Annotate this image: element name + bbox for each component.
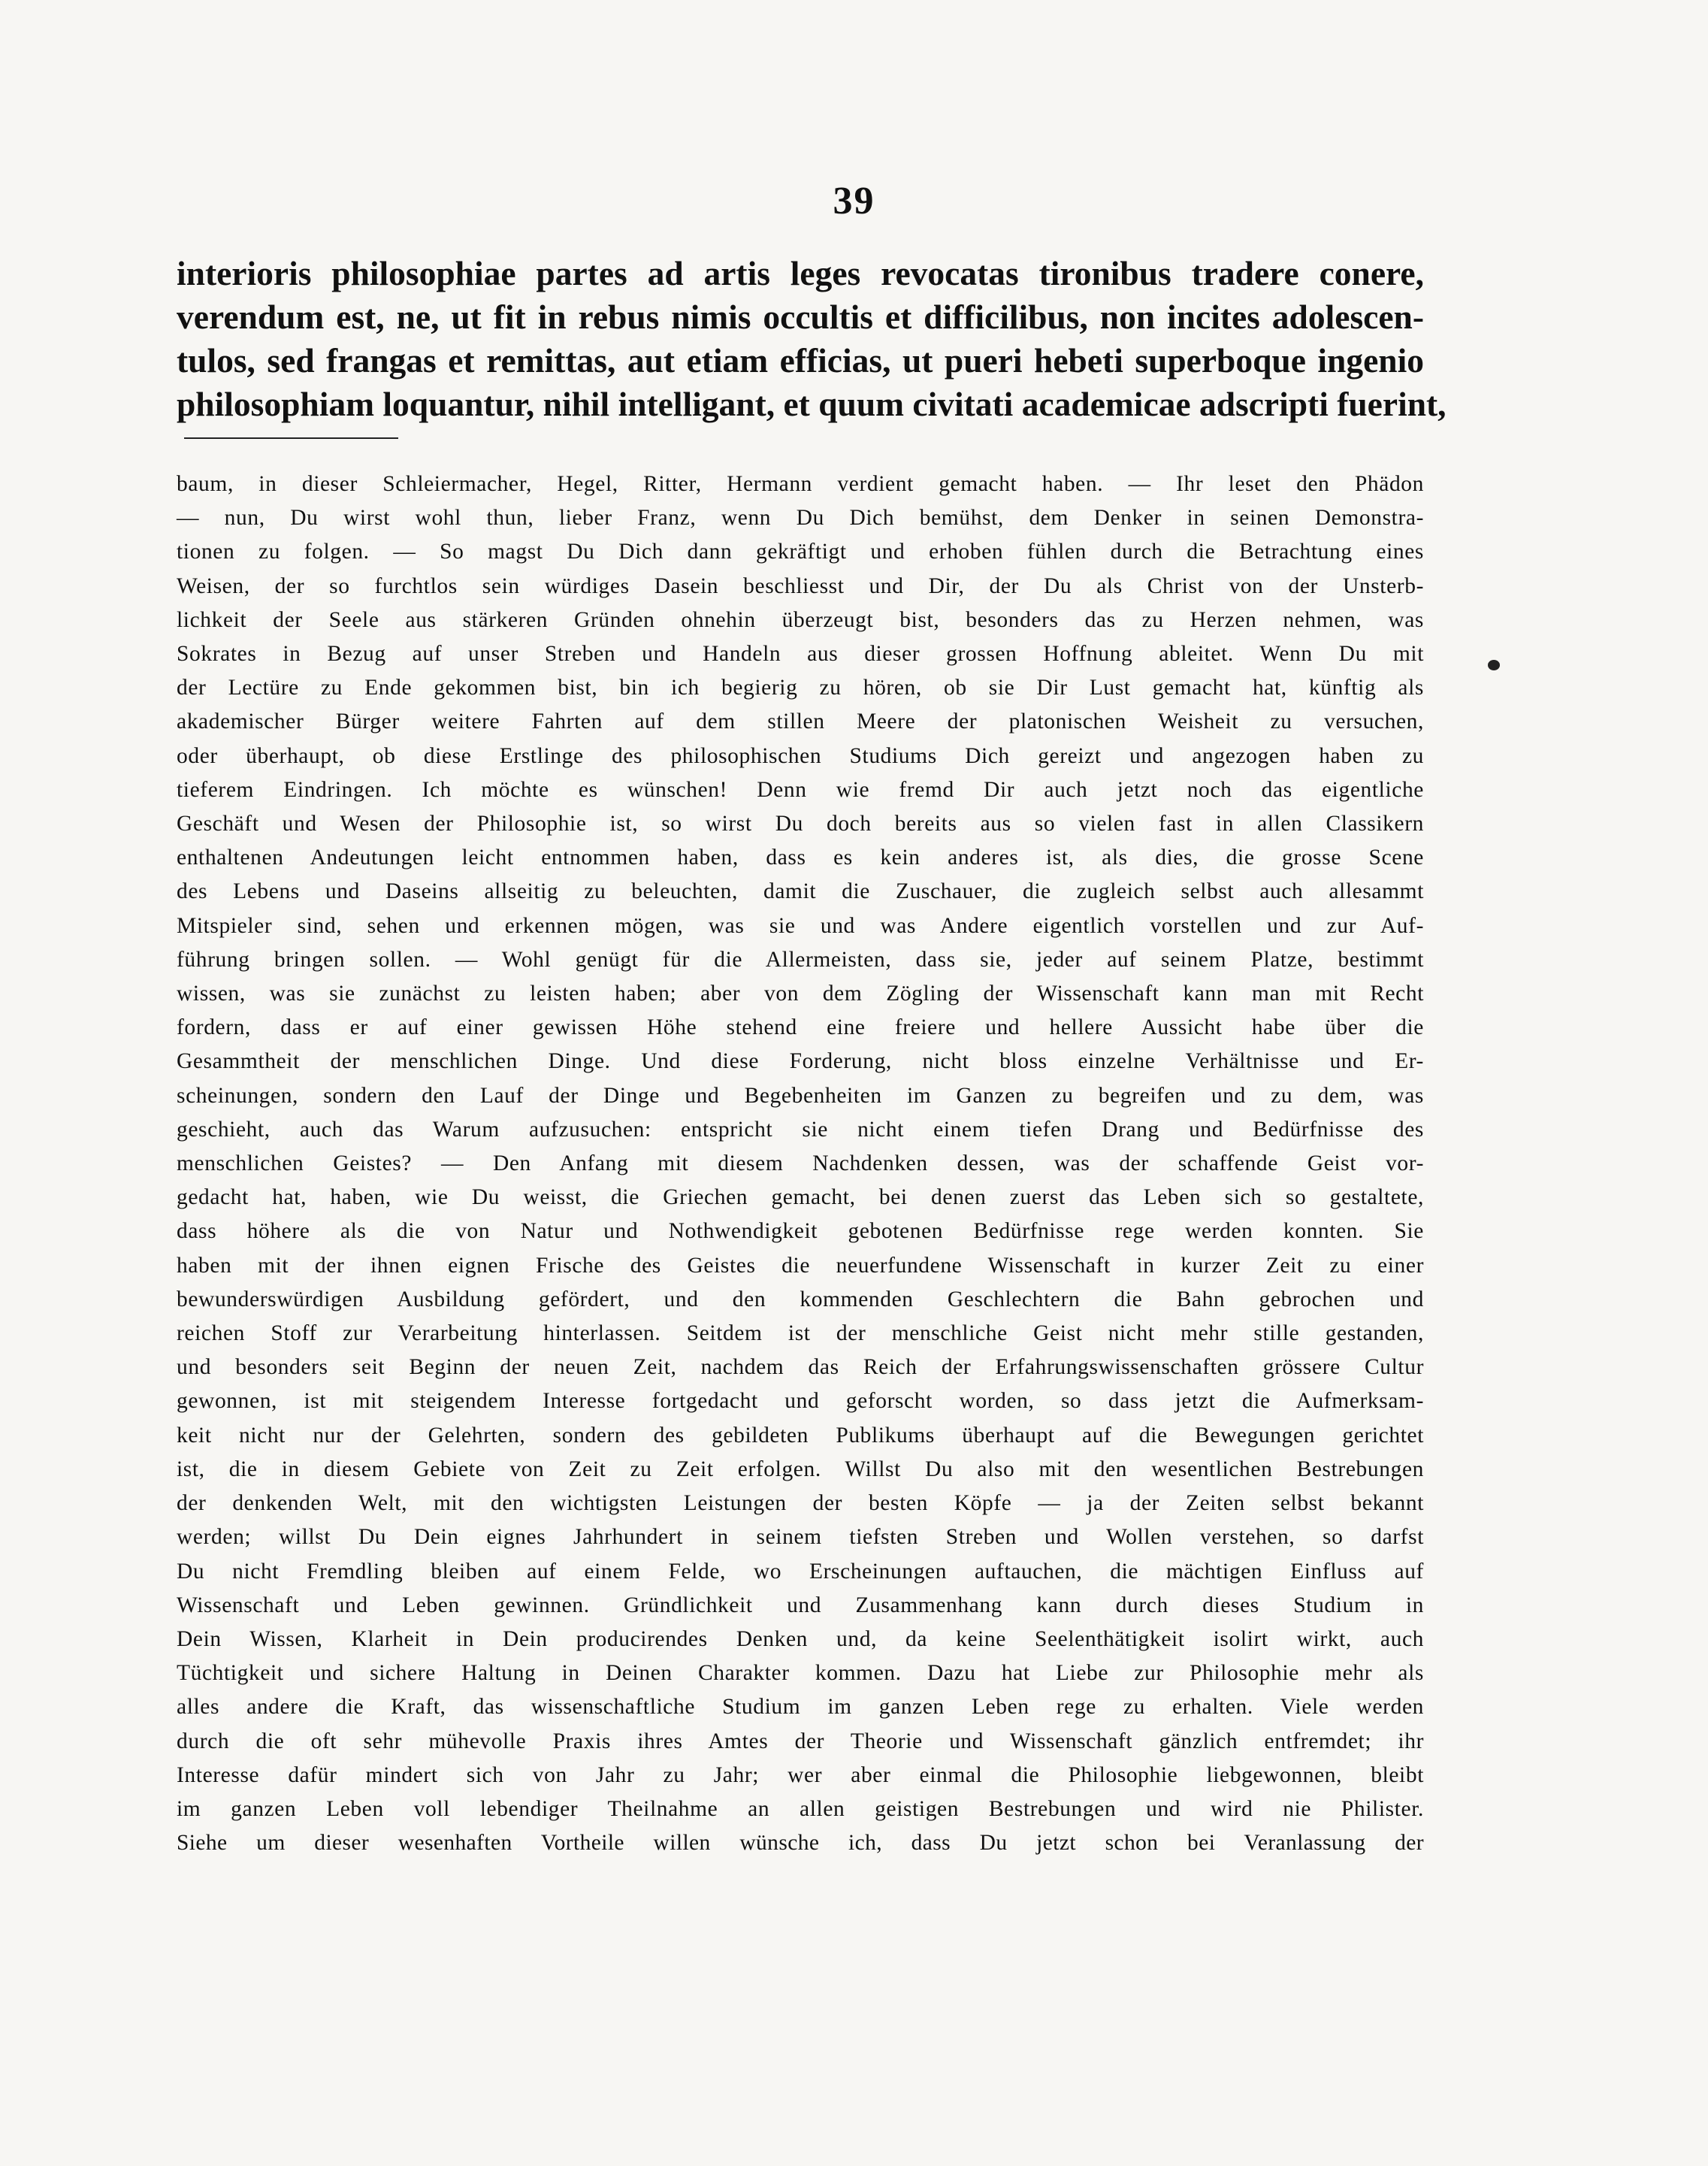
footnote-line: tieferem Eindringen. Ich möchte es wünschen! Denn wie fremd Dir auch jetzt noch das eigentliche: [177, 777, 1424, 802]
footnote-line: gedacht hat, haben, wie Du weisst, die Griechen gemacht, bei denen zuerst das Leben sich so gestaltete,: [177, 1185, 1424, 1210]
main-text: [177, 252, 1447, 426]
footnote-line: enthaltenen Andeutungen leicht entnommen haben, dass es kein anderes ist, als dies, die grosse Scene: [177, 846, 1424, 870]
footnote-line: Interesse dafür mindert sich von Jahr zu Jahr; wer aber einmal die Philosophie liebgewonnen, bleibt: [177, 1762, 1424, 1787]
footnote-line: menschlichen Geistes? — Den Anfang mit diesem Nachdenken dessen, was der schaffende Geist vor-: [177, 1151, 1424, 1176]
footnote-line: fordern, dass er auf einer gewissen Höhe stehend eine freiere und hellere Aussicht habe über die: [177, 1015, 1424, 1040]
footnote-separator: [184, 437, 398, 439]
footnote-line: bewunderswürdigen Ausbildung gefördert, und den kommenden Geschlechtern die Bahn gebrochen und: [177, 1287, 1424, 1311]
footnote-line: und besonders seit Beginn der neuen Zeit, nachdem das Reich der Erfahrungswissenschaften grössere Cultur: [177, 1355, 1424, 1380]
footnote-line: haben mit der ihnen eignen Frische des Geistes die neuerfundene Wissenschaft in kurzer Zeit zu einer: [177, 1253, 1424, 1278]
ink-spot: [1488, 660, 1500, 670]
page-number: 39: [833, 180, 875, 222]
footnote-line: keit nicht nur der Gelehrten, sondern des gebildeten Publikums überhaupt auf die Bewegungen gerichtet: [177, 1423, 1424, 1448]
footnote-line: des Lebens und Daseins allseitig zu beleuchten, damit die Zuschauer, die zugleich selbst auch allesammt: [177, 879, 1424, 904]
main-text-line: philosophiam loquantur, nihil intelligant, et quum civitati academicae adscripti fuerint,: [177, 385, 1447, 423]
main-text-line: verendum est, ne, ut fit in rebus nimis occultis et difficilibus, non incites adolescen-: [177, 298, 1424, 336]
footnote-line: scheinungen, sondern den Lauf der Dinge und Begebenheiten im Ganzen zu begreifen und zu dem, was: [177, 1083, 1424, 1108]
footnote-line: der Lectüre zu Ende gekommen bist, bin ich begierig zu hören, ob sie Dir Lust gemacht hat, künftig als: [177, 676, 1424, 700]
main-text-line: tulos, sed frangas et remittas, aut etiam efficias, ut pueri hebeti superboque ingenio: [177, 341, 1424, 380]
footnote-line: Sokrates in Bezug auf unser Streben und Handeln aus dieser grossen Hoffnung ableitet. Wenn Du mit: [177, 642, 1424, 667]
footnote-line: der denkenden Welt, mit den wichtigsten Leistungen der besten Köpfe — ja der Zeiten selbst bekannt: [177, 1491, 1424, 1516]
footnote-line: Geschäft und Wesen der Philosophie ist, so wirst Du doch bereits aus so vielen fast in allen Classikern: [177, 812, 1424, 836]
footnote-line: Tüchtigkeit und sichere Haltung in Deinen Charakter kommen. Dazu hat Liebe zur Philosophie mehr als: [177, 1661, 1424, 1686]
footnote-line: durch die oft sehr mühevolle Praxis ihres Amtes der Theorie und Wissenschaft gänzlich entfremdet; ihr: [177, 1729, 1424, 1753]
footnote-line: baum, in dieser Schleiermacher, Hegel, Ritter, Hermann verdient gemacht haben. — Ihr leset den Phädon: [177, 472, 1424, 496]
footnote-line: im ganzen Leben voll lebendiger Theilnahme an allen geistigen Bestrebungen und wird nie Philister.: [177, 1796, 1424, 1821]
footnote-line: oder überhaupt, ob diese Erstlinge des philosophischen Studiums Dich gereizt und angezogen haben zu: [177, 743, 1424, 768]
footnote-line: führung bringen sollen. — Wohl genügt für die Allermeisten, dass sie, jeder auf seinem Platze, bestimmt: [177, 947, 1424, 972]
footnote-line: dass höhere als die von Natur und Nothwendigkeit gebotenen Bedürfnisse rege werden konnten. Sie: [177, 1219, 1424, 1244]
footnote-line: lichkeit der Seele aus stärkeren Gründen ohnehin überzeugt bist, besonders das zu Herzen nehmen, was: [177, 607, 1424, 632]
footnote-line: Siehe um dieser wesenhaften Vortheile willen wünsche ich, dass Du jetzt schon bei Veranlassung der: [177, 1831, 1424, 1856]
footnote-line: wissen, was sie zunächst zu leisten haben; aber von dem Zögling der Wissenschaft kann man mit Recht: [177, 982, 1424, 1006]
footnote-line: alles andere die Kraft, das wissenschaftliche Studium im ganzen Leben rege zu erhalten. Viele werden: [177, 1695, 1424, 1720]
footnote-line: Wissenschaft und Leben gewinnen. Gründlichkeit und Zusammenhang kann durch dieses Studium in: [177, 1593, 1424, 1617]
main-text-line: interioris philosophiae partes ad artis leges revocatas tironibus tradere conere,: [177, 254, 1424, 292]
footnote: [177, 467, 1424, 1860]
footnote-line: gewonnen, ist mit steigendem Interesse fortgedacht und geforscht worden, so dass jetzt die Aufmerksam-: [177, 1389, 1424, 1414]
footnote-line: Weisen, der so furchtlos sein würdiges Dasein beschliesst und Dir, der Du als Christ von der Unsterb-: [177, 573, 1424, 598]
footnote-line: Dein Wissen, Klarheit in Dein producirendes Denken und, da keine Seelenthätigkeit isolirt wirkt, auch: [177, 1626, 1424, 1651]
footnote-line: Du nicht Fremdling bleiben auf einem Felde, wo Erscheinungen auftauchen, die mächtigen Einfluss auf: [177, 1559, 1424, 1584]
footnote-line: reichen Stoff zur Verarbeitung hinterlassen. Seitdem ist der menschliche Geist nicht mehr stille gestanden,: [177, 1321, 1424, 1346]
footnote-line: — nun, Du wirst wohl thun, lieber Franz, wenn Du Dich bemühst, dem Denker in seinen Demonstra-: [177, 506, 1424, 531]
footnote-line: ist, die in diesem Gebiete von Zeit zu Zeit erfolgen. Willst Du also mit den wesentlichen Bestrebungen: [177, 1457, 1424, 1481]
footnote-line: Gesammtheit der menschlichen Dinge. Und diese Forderung, nicht bloss einzelne Verhältnisse und Er-: [177, 1049, 1424, 1074]
footnote-line: akademischer Bürger weitere Fahrten auf dem stillen Meere der platonischen Weisheit zu versuchen,: [177, 709, 1424, 734]
footnote-line: tionen zu folgen. — So magst Du Dich dann gekräftigt und erhoben fühlen durch die Betrachtung eines: [177, 540, 1424, 564]
footnote-line: werden; willst Du Dein eignes Jahrhundert in seinem tiefsten Streben und Wollen verstehen, so darfst: [177, 1525, 1424, 1550]
footnote-line: geschieht, auch das Warum aufzusuchen: entspricht sie nicht einem tiefen Drang und Bedürfnisse des: [177, 1117, 1424, 1142]
footnote-line: Mitspieler sind, sehen und erkennen mögen, was sie und was Andere eigentlich vorstellen und zur Auf-: [177, 913, 1424, 938]
